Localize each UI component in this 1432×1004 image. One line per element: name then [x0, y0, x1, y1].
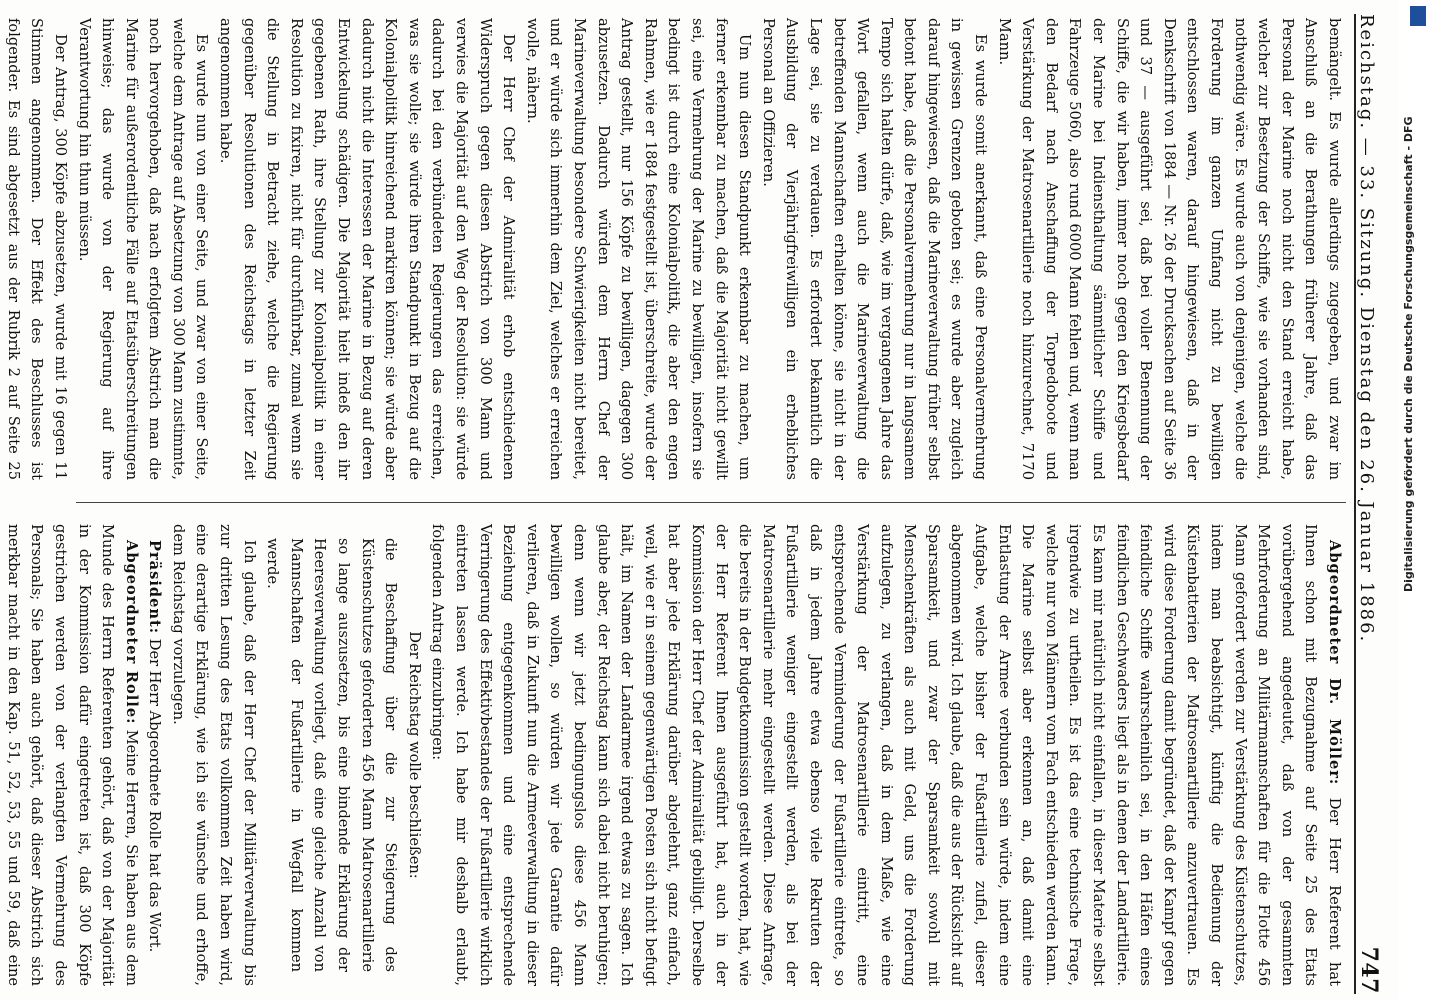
- digitization-credit-strip: [1398, 0, 1432, 1000]
- speech-paragraph: [426, 524, 1346, 986]
- running-title: Reichstag. — 33. Sitzung. Dienstag den 26. Januar 1886.: [1356, 14, 1377, 644]
- paragraph: Der Antrag, 300 Köpfe abzusetzen, wurde mit 16 gegen 11 Stimmen angenommen. Der Effekt des Beschlusses ist folgender. Es sind abgesetzt aus der Rubrik 2 auf Seite 25: [4, 18, 69, 480]
- speech-text: Der Herr Referent hat Ihnen schon mit Bezugnahme auf Seite 25 des Etats vorübergehend angedeutet, daß von der gesammten Mehrforderung an Militärmannschaften für die Flotte 456 Mann gefordert werden zur Verstärkung des Küstenschutzes, indem man beabsichtigt, künftig die Bedienung der Küstenbatterien der Matrosenartillerie anzuvertrauen. Es wird diese Forderung damit begründet, daß der Kampf gegen feindliche Schiffe wahrscheinlich sei, in den Häfen eines feindlichen Geschwaders liegt als in denen der Landartillerie. Es kann mir natürlich nicht einfallen, in dieser Materie selbst irgendwie zu urtheilen. Es ist das eine technische Frage, welche nur von Männern vom Fach entschieden werden kann. Die Marine selbst aber erkennen an, daß damit eine Entlastung der Armee verbunden sein würde, indem eine Aufgabe, welche bisher der Fußartillerie zufiel, dieser abgenommen wird. Ich glaube, daß die aus der Rücksicht auf Sparsamkeit, und zwar der Sparsamkeit sowohl mit Menschenkräften als auch mit Geld, uns die Forderung aufzulegen, zu verlangen, daß in dem Maße, wie eine Verstärkung der Matrosenartillerie eintritt, eine entsprechende Verminderung der Fußartillerie eintrete, so daß in jedem Jahre etwa ebenso viele Rekruten der Fußartillerie weniger eingestellt werden, als bei der Matrosenartillerie mehr eingestellt werden. Diese Anfrage, die bereits in der Budgetkommission gestellt worden, hat, wie der Herr Referent Ihnen ausgeführt hat, auch in der Kommission der Herr Chef der Admiralität gebilligt. Derselbe hat aber jede Erklärung darüber abgelehnt, ganz einfach, weil, wie er in seinem gegenwärtigen Posten sich nicht befugt hält, im Namen der Landarmee irgend etwas zu sagen. Ich glaube aber, der Reichstag kann sich dabei nicht beruhigen; denn wenn wir jetzt bedingungslos diese 456 Mann bewilligen wollen, so würden wir jede Garantie dafür verlieren, daß in Zukunft nun die Armeeverwaltung in dieser Beziehung entgegenkommen und eine entsprechende Verringerung des Effektivbestandes der Fußartillerie wirklich eintreten lassen werde. Ich habe mir deshalb erlaubt, folgenden Antrag einzubringen:: [429, 524, 1343, 986]
- digitization-credit: Digitalisierung gefördert durch die Deutsche Forschungsgemeinschaft - DFG: [1402, 116, 1415, 592]
- president-remark: [143, 524, 167, 986]
- speech-paragraph: [0, 524, 143, 986]
- motion-text: die Beschaffung über die zur Steigerung des Küstenschutzes geforderten 456 Mann Matrosenartillerie so lange auszusetzen, bis eine bindende Erklärung der Heeresverwaltung vorliegt, daß eine gleiche Anzahl von Mannschaften der Fußartillerie in Wegfall kommen werde.: [264, 538, 400, 972]
- page-number: 747: [1356, 946, 1382, 994]
- paragraph: Um nun diesen Standpunkt erkennbar zu machen, um ferner erkennbar zu machen, daß die Majorität nicht gewillt sei, eine Vermehrung der Marine zu bewilligen, insofern sie bedingt ist durch eine Kolonialpolitik, die aber den engen Rahmen, wie er 1884 festgestellt ist, überschreite, wurde der Antrag gestellt, nur 156 Köpfe zu bewilligen, dagegen 300 abzusetzen. Dadurch würden dem Herrn Chef der Marineverwaltung besondere Schwierigkeiten nicht bereitet, und er würde sich immerhin dem Ziel, welches er erreichen wolle, nähern.: [523, 18, 754, 480]
- speech-text: Meine Herren, Sie haben aus dem Munde des Herrn Referenten gehört, daß von der Majorität in der Kommission dafür eingetreten ist, daß 300 Köpfe gestrichen werden von der verlangten Vermehrung des Personals; Sie haben auch gehört, daß dieser Abstrich sich merkbar macht in den Kap. 51, 52, 53, 55 und 59, daß eine: [4, 524, 140, 987]
- paragraph: Es wurde somit anerkannt, daß eine Personalvermehrung in gewissen Grenzen geboten sei; es wurde aber zugleich darauf hingewiesen, daß die Marineverwaltung früher selbst betont habe, daß die Personalvermehrung nur in langsamem Tempo sich halten dürfe, daß, wie im vergangenen Jahre das Wort gefallen, wenn auch die Marineverwaltung die betreffenden Mannschaften erhalten könne, sie nicht in der Lage sei, sie zu verdauen. Es erfordert bekanntlich die Ausbildung der Vierjährigfreiwilligen ein erhebliches Personal an Offizieren.: [759, 18, 990, 480]
- dfg-logo-icon: [1410, 6, 1426, 26]
- speaker-name: Abgeordneter Rolle:: [122, 540, 140, 725]
- column-divider: [76, 502, 1346, 503]
- speech-text: Der Herr Abgeordnete Rolle hat das Wort.: [146, 638, 164, 953]
- speaker-name: Abgeordneter Dr. Möller:: [1326, 540, 1343, 786]
- text-column-left: [4, 18, 1346, 480]
- speaker-name: Präsident:: [146, 540, 164, 635]
- paragraph: Der Herr Chef der Admiralität erhob entschiedenen Widerspruch gegen diesen Abstrich von 300 Mann und verwies die Majorität auf den Weg der Resolution: sie würde dadurch bei den verbündeten Regierungen das erreichen, was sie wolle; sie würde ihren Standpunkt in Bezug auf die Kolonialpolitik hinreichend markiren können; sie würde aber dadurch nicht die Interessen der Marine in Bezug auf deren Entwickelung schädigen. Die Majorität hielt indeß den ihr gegebenen Rath, ihre Stellung zur Kolonialpolitik in einer Resolution zu fixiren, nicht für durchführbar, zumal wenn sie die Stellung in Betracht ziehe, welche die Regierung gegenüber Resolutionen des Reichstags in letzter Zeit angenommen habe.: [217, 18, 518, 480]
- paragraph: bemängelt. Es wurde allerdings zugegeben, und zwar im Anschluß an die Berathungen früherer Jahre, daß das Personal der Marine noch nicht den Stand erreicht habe, welcher zur Besetzung der Schiffe, wie sie vorhanden sind, nothwendig wäre. Es wurde auch von denjenigen, welche die Forderung im ganzen Umfang nicht zu bewilligen entschlossen waren, darauf hingewiesen, daß in der Denkschrift von 1884 — Nr. 26 der Drucksachen auf Seite 36 und 37 — ausgeführt sei, daß bei voller Benennung der Schiffe, die wir haben, immer noch gegen den Kriegsbedarf der Marine bei Indiensthaltung sämmtlicher Schiffe und Fahrzeuge 5060, also rund 6000 Mann fehlen und, wenn man den Bedarf nach Anschaffung der Torpedoboote und Verstärkung der Matrosenartillerie noch hinzurechnet, 7170 Mann.: [995, 18, 1343, 480]
- motion-heading: Der Reichstag wolle beschließen:: [405, 631, 423, 879]
- rotated-newspaper-page: [4, 4, 1390, 1004]
- running-head: [1354, 14, 1390, 994]
- paragraph: Ich glaube, daß der Herr Chef der Militärverwaltung bis zur dritten Lesung des Etats vollkommen Zeit haben wird, eine derartige Erklärung, wie ich sie wünsche und erhoffe, dem Reichstag vorzulegen.: [169, 524, 258, 986]
- text-column-right: [4, 524, 1346, 987]
- paragraph: Es wurde nun von einer Seite, und zwar von einer Seite, welche dem Antrage auf Absetzung von 300 Mann zustimmte, noch hervorgehoben, daß nach erfolgtem Abstrich man die Marine für außerordentliche Fälle auf Etatsüberschreitungen hinweise; das wurde von der Regierung auf ihre Verantwortung hin thun müssen.: [75, 18, 211, 480]
